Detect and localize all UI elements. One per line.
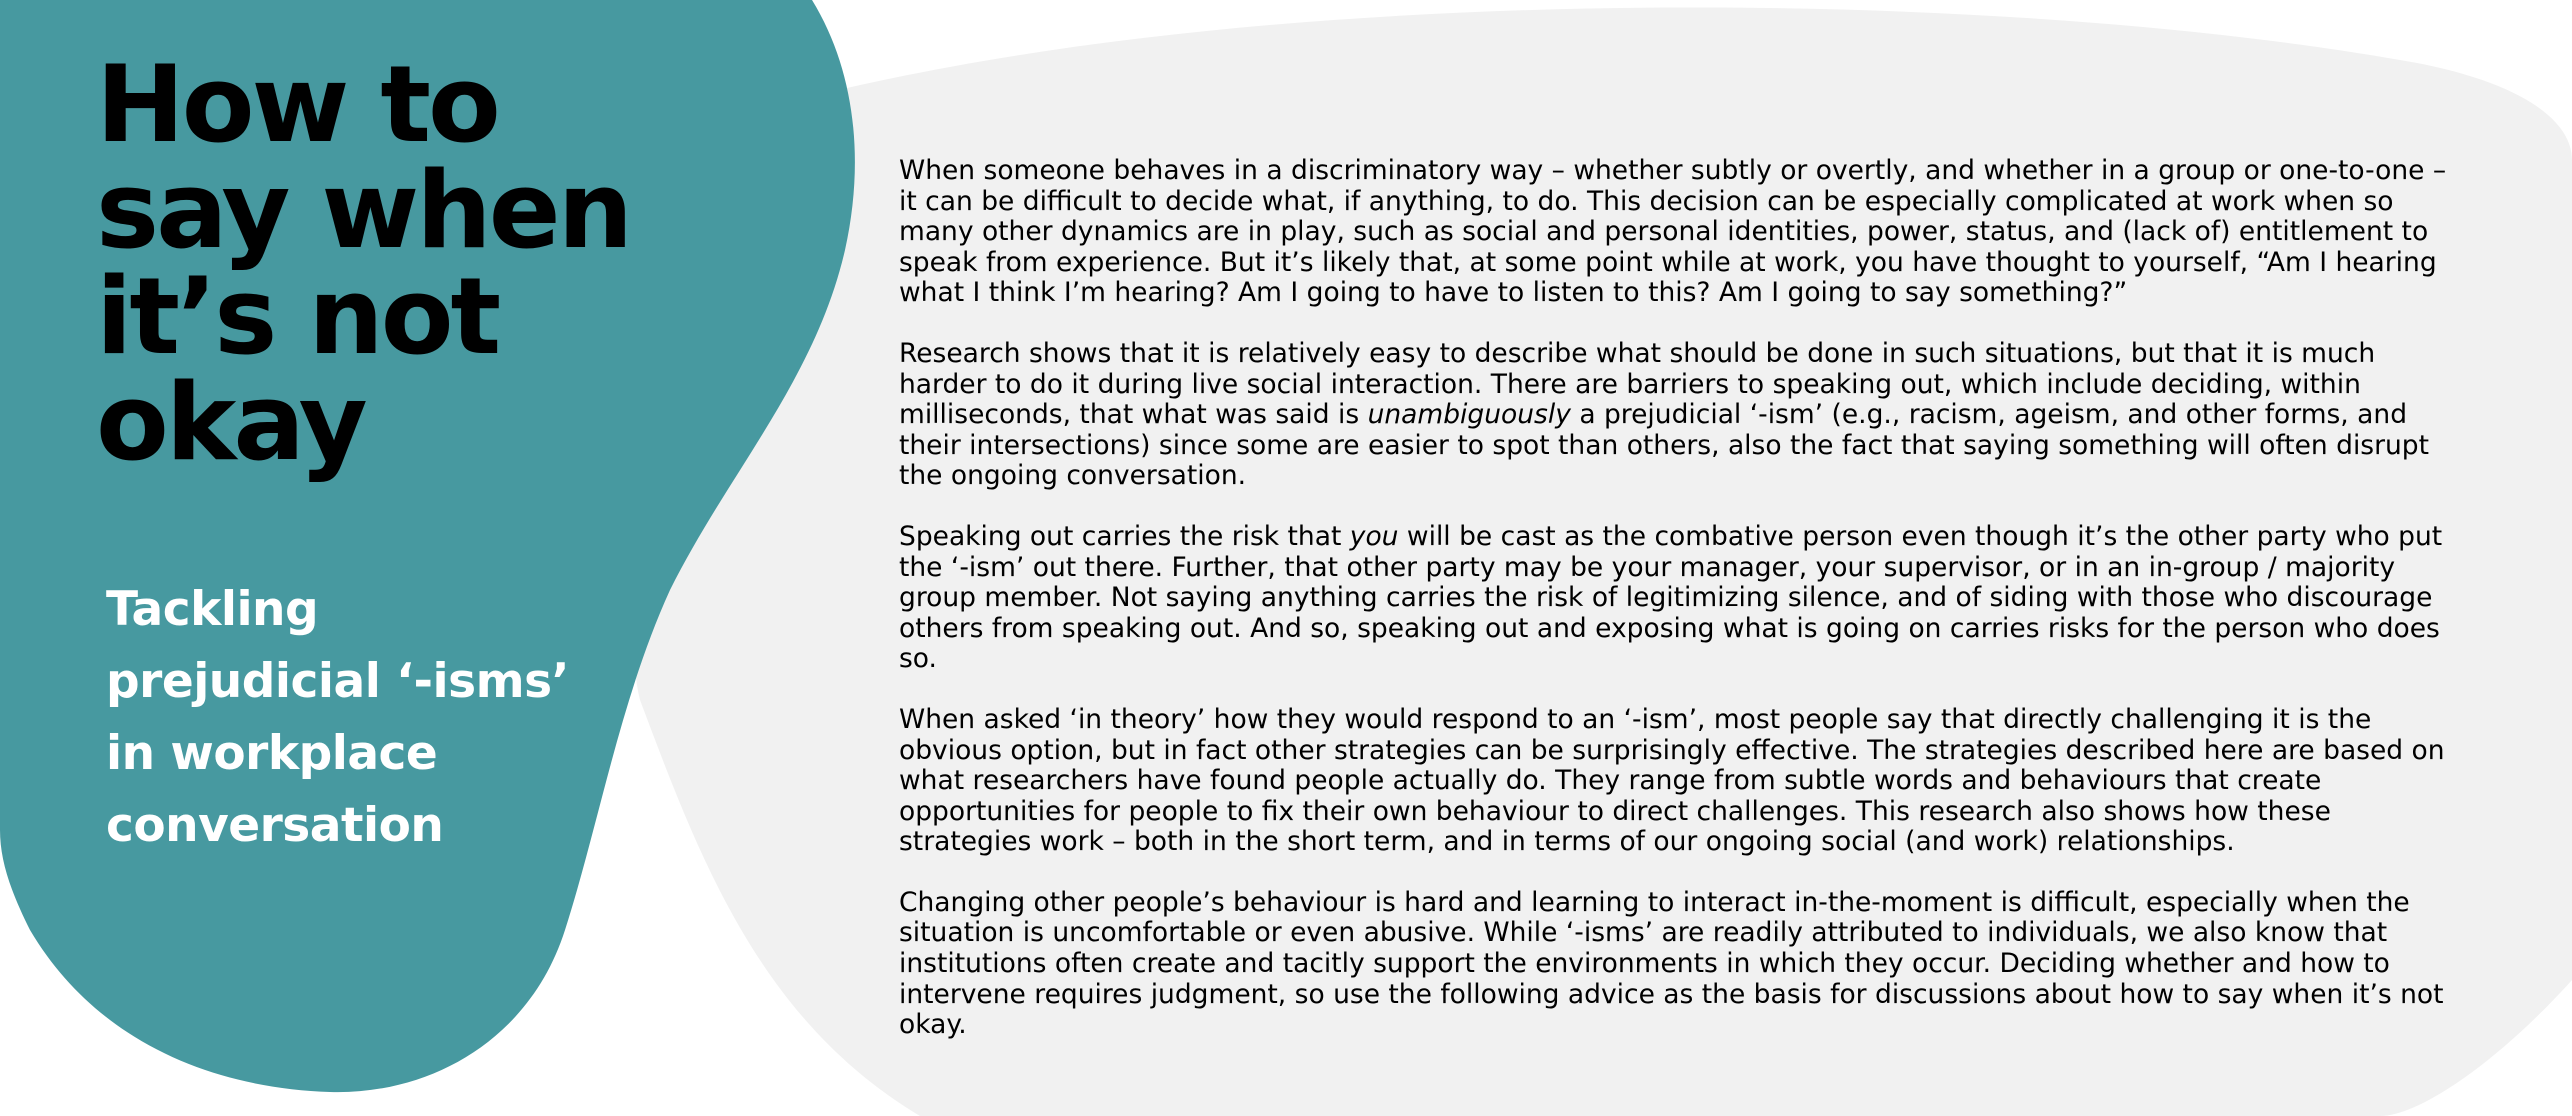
title-line: it’s not [96, 255, 499, 378]
subtitle-line: conversation [106, 798, 444, 853]
title-line: okay [96, 361, 365, 484]
paragraph-2 [899, 339, 2459, 492]
paragraph-4: When asked ‘in theory’ how they would respond to an ‘-ism’, most people say that directly challenging it is the obvious option, but in fact other strategies can be surprisingly effective. The strategies described here are based on what researchers have found people actually do. They range from subtle words and behaviours that create opportunities for people to fix their own behaviour to direct challenges. This research also shows how these strategies work – both in the short term, and in terms of our ongoing social (and work) relationships. [899, 703, 2445, 858]
emphasis-text: unambiguously [1367, 399, 1571, 431]
emphasis-text: you [1349, 520, 1399, 552]
subtitle-line: Tackling [106, 582, 319, 637]
subtitle-line: prejudicial ‘-isms’ [106, 654, 569, 709]
paragraph-3 [899, 522, 2459, 675]
paragraph-text: a prejudicial ‘-ism’ (e.g., racism, ageism, and other forms, and their intersections) since some are easier to spot than others, also the fact that saying something will often disrupt the ongoing conversation. [899, 399, 2430, 492]
paragraph-text: Research shows that it is relatively easy to describe what should be done in such situations, but that it is much harder to do it during live social interaction. There are barriers to speaking out, which include deciding, within milliseconds, that what was said is [899, 337, 2376, 431]
body-text [899, 156, 2459, 1071]
subtitle-line: in workplace [106, 726, 438, 781]
paragraph-text: will be cast as the combative person even though it’s the other party who put the ‘-ism’ out there. Further, that other party may be your manager, your supervisor, or in an in-group / majority group member. Not saying anything carries the risk of legitimizing silence, and of siding with those who discourage others from speaking out. And so, speaking out and exposing what is going on carries risks for the person who does so. [899, 520, 2443, 675]
title-line: say when [96, 149, 631, 272]
page-subtitle [106, 574, 626, 862]
paragraph-5: Changing other people’s behaviour is hard and learning to interact in-the-moment is difficult, especially when the situation is uncomfortable or even abusive. While ‘-isms’ are readily attributed to individuals, we also know that institutions often create and tacitly support the environments in which they occur. Deciding whether and how to intervene requires judgment, so use the following advice as the basis for discussions about how to say when it’s not okay. [899, 886, 2444, 1041]
page-title [96, 43, 736, 484]
paragraph-text: Speaking out carries the risk that [899, 520, 1350, 552]
paragraph-1: When someone behaves in a discriminatory way – whether subtly or overtly, and whether in a group or one-to-one – it can be difficult to decide what, if anything, to do. This decision can be especially complicated at work when so many other dynamics are in play, such as social and personal identities, power, status, and (lack of) entitlement to speak from experience. But it’s likely that, at some point while at work, you have thought to yourself, “Am I hearing what I think I’m hearing? Am I going to have to listen to this? Am I going to say something?” [899, 155, 2447, 309]
title-line: How to [96, 43, 498, 166]
